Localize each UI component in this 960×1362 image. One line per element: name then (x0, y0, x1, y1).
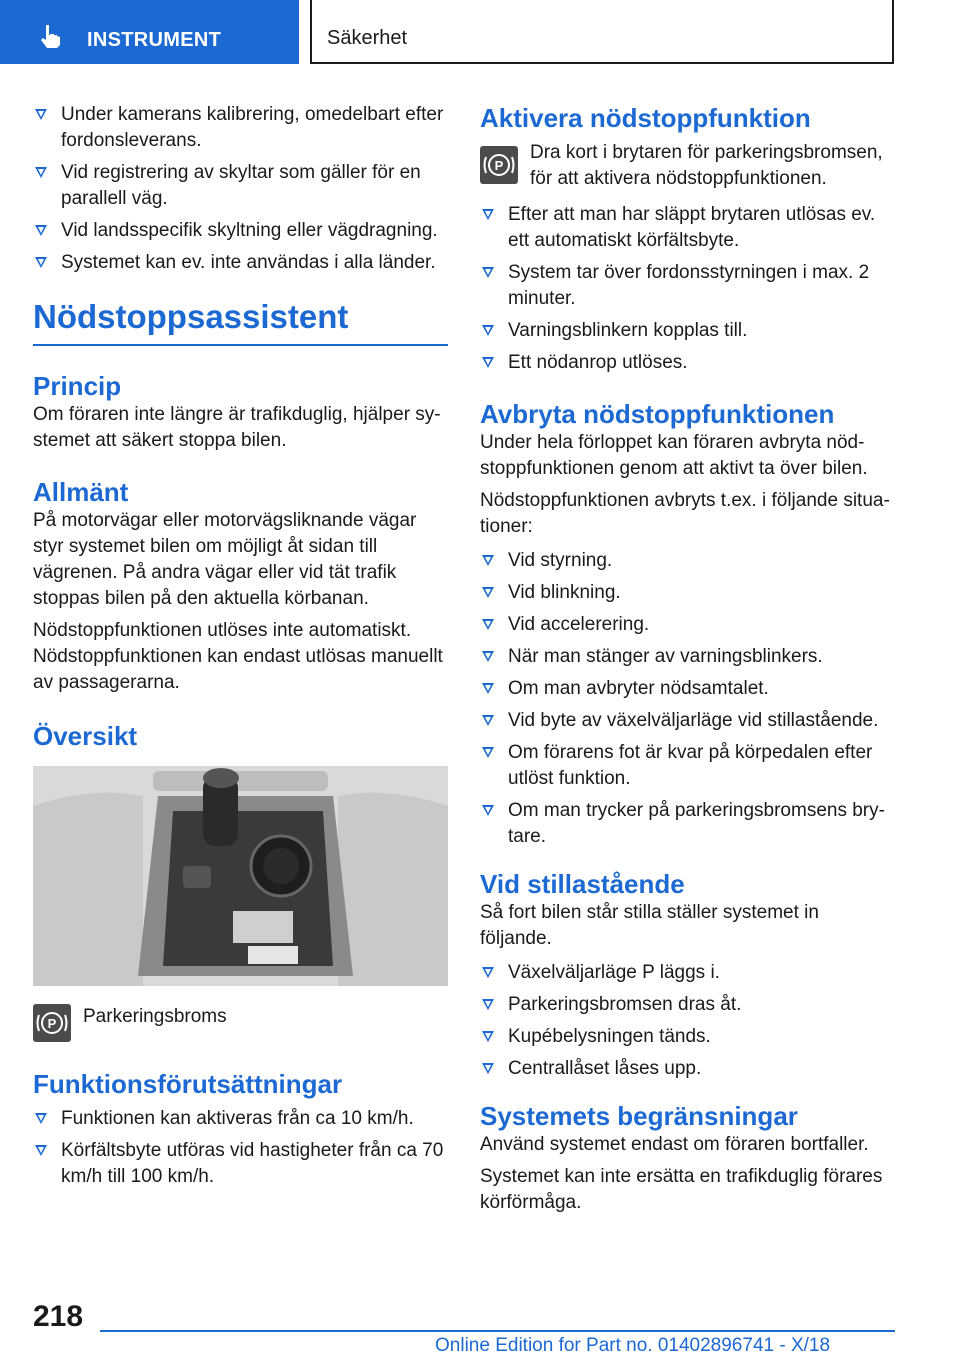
triangle-bullet-icon (482, 683, 494, 694)
chapter-divider (33, 344, 448, 346)
list-item: Ett nödanrop utlöses. (480, 350, 895, 376)
list-item: Vid blinkning. (480, 580, 895, 606)
intro-list (33, 102, 448, 276)
topic-box (310, 0, 894, 64)
activate-list (480, 202, 895, 376)
triangle-bullet-icon (482, 967, 494, 978)
cancel-paragraph-2: Nödstoppfunktionen avbryts t.ex. i följande situa-tioner: (480, 490, 890, 537)
cancel-list (480, 548, 895, 850)
requirements-list (33, 1106, 448, 1190)
triangle-bullet-icon (35, 257, 47, 268)
limits-paragraph-2: Systemet kan inte ersätta en trafikduglig förares körförmåga. (480, 1166, 883, 1213)
limits-heading: Systemets begränsningar (480, 1101, 798, 1131)
triangle-bullet-icon (482, 715, 494, 726)
triangle-bullet-icon (35, 167, 47, 178)
principle-text: Om föraren inte längre är trafikduglig, hjälper sy-stemet att säkert stoppa bilen. (33, 404, 441, 451)
activate-heading: Aktivera nödstoppfunktion (480, 103, 811, 133)
general-paragraph-2: Nödstoppfunktionen utlöses inte automatiskt. Nödstoppfunktionen kan endast utlösas manuellt av passagerarna. (33, 620, 443, 693)
triangle-bullet-icon (35, 225, 47, 236)
limits-paragraph-1: Använd systemet endast om föraren bortfaller. (480, 1134, 869, 1155)
chapter-title: Nödstoppsassistent (33, 298, 349, 335)
requirements-heading: Funktionsförutsättningar (33, 1069, 343, 1099)
list-item: Systemet kan ev. inte användas i alla länder. (33, 250, 448, 276)
triangle-bullet-icon (482, 651, 494, 662)
list-item: Centrallåset låses upp. (480, 1056, 895, 1082)
photo-caption-row (33, 1004, 448, 1048)
triangle-bullet-icon (482, 587, 494, 598)
center-console-illustration (33, 766, 448, 986)
list-item: Kupébelysningen tänds. (480, 1024, 895, 1050)
triangle-bullet-icon (482, 325, 494, 336)
list-item: Vid byte av växelväljarläge vid stillastående. (480, 708, 895, 734)
triangle-bullet-icon (482, 357, 494, 368)
cancel-paragraph-1: Under hela förloppet kan föraren avbryta nöd-stoppfunktionen genom att aktivt ta över bilen. (480, 432, 868, 479)
triangle-bullet-icon (35, 1113, 47, 1124)
general-paragraph-1: På motorvägar eller motorvägsliknande vägar styr systemet bilen om möjligt åt sidan till vägrenen. På andra vägar eller vid tät trafik stoppas bilen på den aktuella körbanan. (33, 510, 417, 609)
activate-icon-text: Dra kort i brytaren för parkeringsbromsen, för att aktivera nödstoppfunktionen. (530, 142, 883, 189)
triangle-bullet-icon (482, 747, 494, 758)
list-item: Efter att man har släppt brytaren utlösas ev. ett automatiskt körfältsbyte. (480, 202, 895, 254)
triangle-bullet-icon (35, 109, 47, 120)
triangle-bullet-icon (35, 1145, 47, 1156)
list-item: System tar över fordonsstyrningen i max. 2 minuter. (480, 260, 895, 312)
page-number: 218 (33, 1300, 84, 1333)
center-console-photo (33, 766, 448, 986)
list-item: Om man avbryter nödsamtalet. (480, 676, 895, 702)
list-item: Vid landsspecifik skyltning eller vägdragning. (33, 218, 448, 244)
overview-heading: Översikt (33, 721, 138, 751)
triangle-bullet-icon (482, 999, 494, 1010)
triangle-bullet-icon (482, 267, 494, 278)
section-tab (0, 0, 299, 64)
triangle-bullet-icon (482, 1063, 494, 1074)
section-label: INSTRUMENT (87, 29, 222, 51)
activate-icon-row (480, 142, 895, 198)
list-item: Under kamerans kalibrering, omedelbart efter fordonsleverans. (33, 102, 448, 154)
pointing-hand-icon (38, 23, 64, 49)
list-item: Körfältsbyte utföras vid hastigheter från ca 70 km/h till 100 km/h. (33, 1138, 448, 1190)
list-item: När man stänger av varningsblinkers. (480, 644, 895, 670)
list-item: Vid registrering av skyltar som gäller för en parallell väg. (33, 160, 448, 212)
standstill-heading: Vid stillastående (480, 869, 685, 899)
list-item: Vid accelerering. (480, 612, 895, 638)
list-item: Om man trycker på parkeringsbromsens bry-tare. (480, 798, 895, 850)
right-column (480, 102, 895, 1216)
list-item: Växelväljarläge P läggs i. (480, 960, 895, 986)
list-item: Vid styrning. (480, 548, 895, 574)
list-item: Parkeringsbromsen dras åt. (480, 992, 895, 1018)
standstill-list (480, 960, 895, 1082)
parking-brake-icon (33, 1004, 71, 1042)
triangle-bullet-icon (482, 209, 494, 220)
left-column (33, 102, 448, 1196)
cancel-heading: Avbryta nödstoppfunktionen (480, 399, 835, 429)
triangle-bullet-icon (482, 805, 494, 816)
svg-text:P: P (47, 1016, 57, 1031)
list-item: Om förarens fot är kvar på körpedalen efter utlöst funktion. (480, 740, 895, 792)
topic-label: Säkerhet (327, 27, 408, 49)
triangle-bullet-icon (482, 555, 494, 566)
general-heading: Allmänt (33, 477, 129, 507)
triangle-bullet-icon (482, 619, 494, 630)
list-item: Funktionen kan aktiveras från ca 10 km/h. (33, 1106, 448, 1132)
principle-heading: Princip (33, 371, 122, 401)
footer-divider (100, 1330, 895, 1332)
standstill-text: Så fort bilen står stilla ställer systemet in följande. (480, 902, 819, 949)
edition-text: Online Edition for Part no. 01402896741 - X/18 (435, 1335, 831, 1356)
parking-brake-icon (480, 146, 518, 184)
list-item: Varningsblinkern kopplas till. (480, 318, 895, 344)
photo-caption: Parkeringsbroms (83, 1006, 227, 1027)
svg-text:P: P (494, 158, 504, 173)
triangle-bullet-icon (482, 1031, 494, 1042)
